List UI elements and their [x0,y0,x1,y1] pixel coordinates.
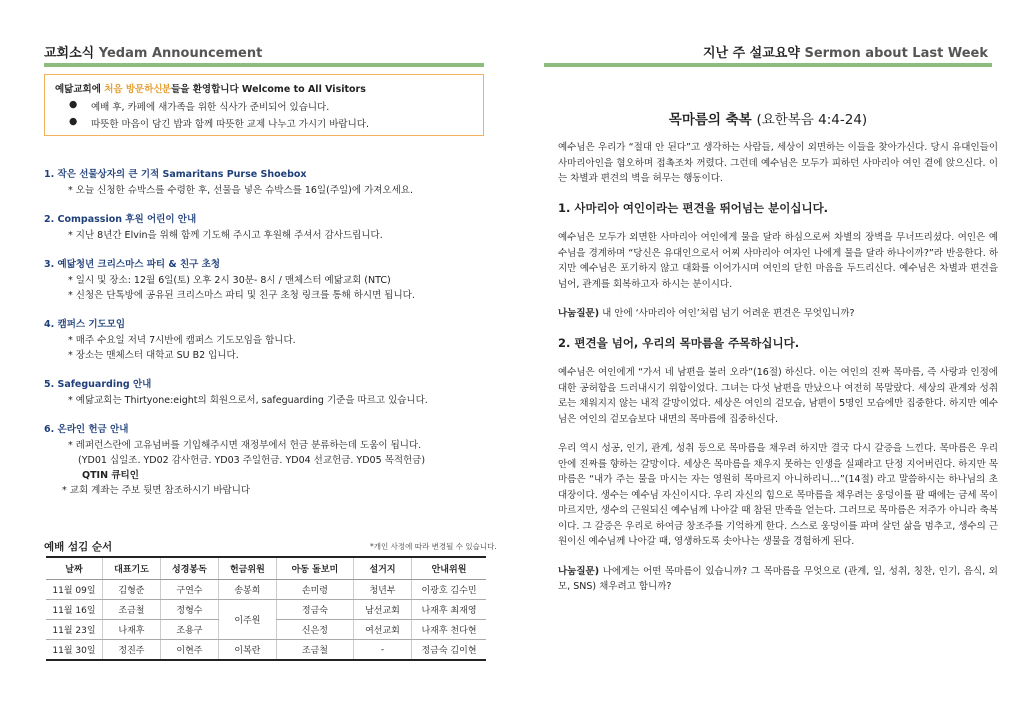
table-row [46,600,486,620]
table-cell: 정금숙 김이현 [412,640,487,661]
table-cell: 손미령 [276,580,353,600]
schedule-header-cell: 대표기도 [103,557,161,580]
notice-title: 1. 작은 선물상자의 큰 기적 Samaritans Purse Shoebox [44,169,307,180]
notice-item [44,256,494,303]
notice-line: * 장소는 맨체스터 대학교 SU B2 입니다. [68,350,239,361]
notice-line: (YD01 십일조. YD02 감사헌금. YD03 주일헌금. YD04 선교헌금. YD05 목적헌금) [78,455,426,466]
sermon-header-ko: 지난 주 설교요약 [702,46,800,61]
table-cell: 여선교회 [353,620,411,640]
table-cell: 김형준 [103,580,161,600]
table-cell: 구연수 [160,580,218,600]
sharing-question-text: 나에게는 어떤 목마름이 있습니까? 그 목마름을 무엇으로 (관계, 일, 성취, 칭찬, 인기, 음식, 외모, SNS) 채우려고 합니까? [558,565,998,592]
sermon-page [512,0,1024,724]
table-cell: 정진주 [103,640,161,661]
sermon-paragraph: 예수님은 여인에게 “가서 네 남편을 불러 오라”(16절) 하신다. 이는 여인의 진짜 목마름, 즉 사랑과 인정에 대한 공허함을 드러내시기 위함이었다. 그녀는 다섯 남편을 만났으나 여전히 목말랐다. 세상의 관계와 성취로는 채워지지 않는 내적 갈망이었다. 세상은 여인의 겉모습, 남편이 5명인 모습에만 집중한다. 하지만 예수님은 여인의 겉모습보다 내면의 목마름에 집중하신다. [558,367,998,425]
sharing-question-text: 내 안에 ‘사마리아 여인’처럼 넘기 어려운 편견은 무엇입니까? [602,308,855,319]
notice-item [44,316,494,363]
table-cell: 남선교회 [353,600,411,620]
table-cell: 정형수 [160,600,218,620]
notice-title: 5. Safeguarding 안내 [44,379,152,390]
notice-line: * 예닮교회는 Thirtyone:eight의 회원으로서, safeguarding 기준을 따르고 있습니다. [68,395,428,406]
sermon-reference: (요한복음 4:4-24) [756,112,868,128]
sermon-header [703,42,988,61]
welcome-bullet [69,116,473,130]
schedule-header-cell: 성경봉독 [160,557,218,580]
welcome-title-suffix: 들을 환영합니다 Welcome to All Visitors [171,84,366,95]
notice-line: * 레퍼런스란에 고유넘버를 기입해주시면 재정부에서 헌금 분류하는데 도움이 됩니다. [68,440,422,451]
bullet-icon: ● [69,116,78,127]
table-cell: 이복란 [218,640,276,661]
welcome-title-prefix: 예닮교회에 [55,84,101,95]
welcome-box [44,74,484,136]
table-cell: 이현주 [160,640,218,661]
schedule-table [46,556,486,661]
welcome-bullet-text: 따뜻한 마음이 담긴 밥과 함께 따뜻한 교제 나누고 가시기 바랍니다. [91,119,369,130]
header-rule [544,63,992,67]
table-cell: 이주원 [218,600,276,640]
schedule-header-cell: 안내위원 [412,557,487,580]
welcome-title [55,81,473,95]
notice-item [44,421,494,498]
sharing-question [558,564,998,595]
sermon-point-title: 2. 편견을 넘어, 우리의 목마름을 주목하십니다. [558,335,800,350]
notice-title: 4. 캠퍼스 기도모임 [44,319,126,330]
notice-item [44,376,494,408]
schedule-header-cell: 설거지 [353,557,411,580]
notice-line: QTIN 큐티인 [82,470,139,481]
table-cell: 11월 16일 [46,600,103,620]
notice-title: 2. Compassion 후원 어린이 안내 [44,214,197,225]
table-cell: 나재후 [103,620,161,640]
sermon-title-text: 목마름의 축복 [668,112,752,128]
schedule-header-cell: 아동 돌보미 [276,557,353,580]
sermon-header-en: Sermon about Last Week [804,46,988,61]
table-cell: 이광호 김수민 [412,580,487,600]
sermon-title [512,108,1024,128]
notice-title: 6. 온라인 헌금 안내 [44,424,129,435]
welcome-title-highlight: 처음 방문하신 [104,84,163,95]
notice-line: * 매주 수요일 저녁 7시반에 캠퍼스 기도모임을 합니다. [68,335,296,346]
table-row [46,640,486,661]
sermon-intro: 예수님은 우리가 “절대 안 된다”고 생각하는 사람들, 세상이 외면하는 이들을 찾아가신다. 당시 유대인들이 사마리아인을 혐오하며 접촉조차 꺼렸다. 그런데 예수님은 모두가 피하던 사마리아 여인 곁에 앉으신다. 이는 차별과 편견의 벽을 허무는 행동이다. [558,142,998,184]
notice-item [44,211,494,243]
sermon-paragraph: 우리 역시 성공, 인기, 관계, 성취 등으로 목마름을 채우려 하지만 결국 다시 갈증을 느낀다. 목마름은 우리안에 진짜를 향하는 갈망이다. 세상은 목마름을 채우지 못하는 인생을 실패라고 단정 지어버린다. 하지만 목마름은 “내가 주는 물을 마시는 자는 영원히 목마르지 아니하리니…”(14절) 라고 말씀하시는 하나님의 초대장이다. 생수는 예수님 자신이시다. 우리 자신의 힘으로 목마름을 채우려는 웅덩이를 팔 때에는 금세 목이 마르지만, 생수의 근원되신 예수님께 나아갈 때 참된 만족을 얻는다. 그러므로 목마름은 저주가 아니라 축복이다. 그 갈증은 우리로 하여금 창조주를 기억하게 한다. 스스로 웅덩이를 파며 살던 삶을 멈추고, 생수의 근원이신 예수님께 나아갈 때, 영생하도록 솟아나는 생물을 경험하게 된다. [558,443,998,547]
notice-item [44,166,494,198]
notice-line: * 오늘 신청한 슈박스를 수령한 후, 선물을 넣은 슈박스를 16일(주일)에 가져오세요. [68,185,413,196]
table-cell: 나재후 최재영 [412,600,487,620]
table-cell: 송봉희 [218,580,276,600]
sermon-paragraph: 예수님은 모두가 외면한 사마리아 여인에게 물을 달라 하심으로써 차별의 장벽을 무너뜨리셨다. 여인은 예수님을 경계하며 “당신은 유대인으로서 어찌 사마리아 여자인 나에게 물을 달라 하나이까?”라 반응한다. 하지만 예수님은 포기하지 않고 대화를 이어가시며 여인의 닫힌 마음을 두드리신다. 예수님은 차별과 편견을 넘어, 관계를 회복하고자 하시는 분이시다. [558,232,998,290]
notice-line: * 일시 및 장소: 12월 6일(토) 오후 2시 30분- 8시 / 맨체스터 예닮교회 (NTC) [68,275,391,286]
bullet-icon: ● [69,99,78,110]
sharing-question-label: 나눔질문) [558,308,600,319]
welcome-bullet [69,99,473,113]
welcome-title-highlight-2: 분 [161,84,172,95]
table-cell: - [353,640,411,661]
notice-list [44,166,494,511]
table-cell: 11월 23일 [46,620,103,640]
sharing-question [558,306,998,322]
notice-title: 3. 예닮청년 크리스마스 파티 & 친구 초청 [44,259,221,270]
sermon-body [558,140,998,609]
welcome-bullet-text: 예배 후, 카페에 새가족을 위한 식사가 준비되어 있습니다. [91,102,330,113]
schedule-header-row [46,557,486,580]
table-cell: 신은정 [276,620,353,640]
schedule-note: *개인 사정에 따라 변경될 수 있습니다. [370,542,497,551]
announcement-header [44,42,262,61]
announcement-header-en: Yedam Announcement [98,46,263,61]
schedule-header-cell: 헌금위원 [218,557,276,580]
table-cell: 11월 09일 [46,580,103,600]
table-cell: 조금철 [276,640,353,661]
schedule-header-cell: 날짜 [46,557,103,580]
table-cell: 조용구 [160,620,218,640]
sermon-point-title: 1. 사마리아 여인이라는 편견을 뛰어넘는 분이십니다. [558,200,829,215]
table-cell: 나재후 천다현 [412,620,487,640]
notice-line: * 지난 8년간 Elvin을 위해 함께 기도해 주시고 후원해 주셔서 감사드립니다. [68,230,383,241]
table-cell: 11월 30일 [46,640,103,661]
notice-line: * 신청은 단톡방에 공유된 크리스마스 파티 및 친구 초청 링크를 통해 하시면 됩니다. [68,290,415,301]
sharing-question-label: 나눔질문) [558,565,600,577]
table-cell: 청년부 [353,580,411,600]
schedule-label: 예배 섬김 순서 [44,541,113,553]
table-row [46,580,486,600]
announcement-header-ko: 교회소식 [44,46,95,61]
header-rule [44,63,484,67]
table-cell: 조금철 [103,600,161,620]
notice-line: * 교회 계좌는 주보 뒷면 참조하시기 바랍니다 [62,485,251,496]
table-cell: 정금숙 [276,600,353,620]
